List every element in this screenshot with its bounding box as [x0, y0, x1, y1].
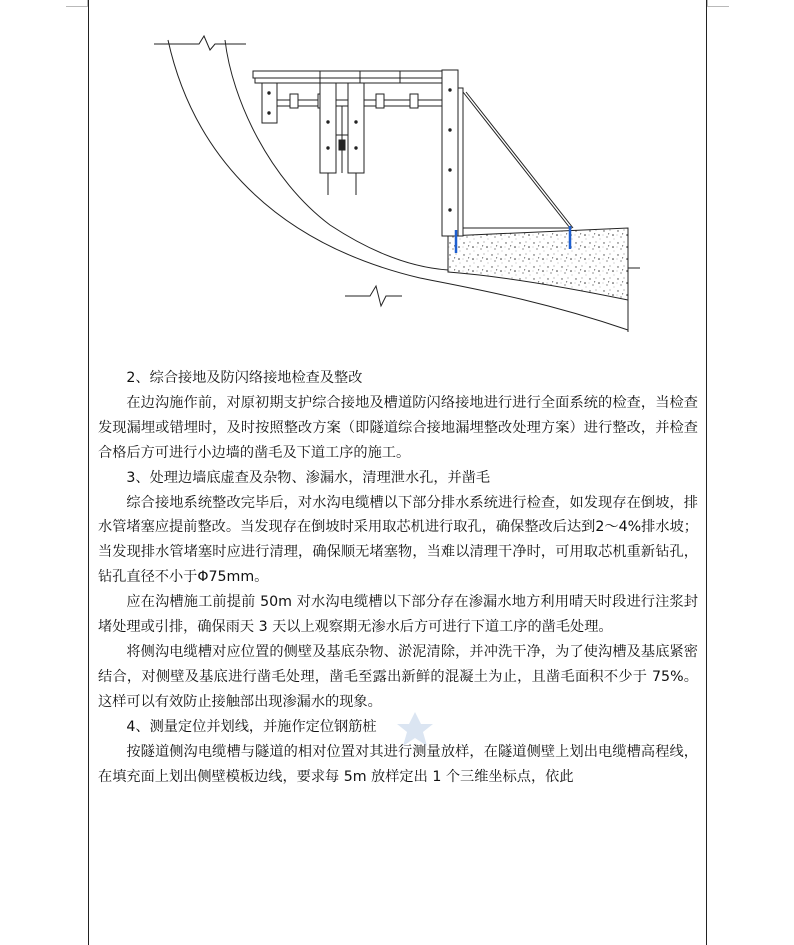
- break-line-bottom: [345, 286, 402, 306]
- watermark-logo-icon: [395, 710, 435, 750]
- diagonal-brace: [463, 92, 573, 228]
- paragraph: 按隧道侧沟电缆槽与隧道的相对位置对其进行测量放样，在隧道侧壁上划出电缆槽高程线，在填充面上划出侧壁模板边线，要求每 5m 放样定出 1 个三维坐标点，依此: [98, 743, 698, 785]
- section-heading-4: 4、测量定位并划线，并施作定位钢筋桩: [126, 718, 377, 735]
- paragraph: 应在沟槽施工前提前 50m 对水沟电缆槽以下部分存在渗漏水地方利用晴天时段进行注浆封堵处理或引排，确保雨天 3 天以上观察期无渗水后方可进行下道工序的凿毛处理。: [98, 594, 698, 636]
- paragraph: 综合接地系统整改完毕后，对水沟电缆槽以下部分排水系统进行检查，如发现存在倒坡，排水管堵塞应提前整改。当发现存在倒坡时采用取芯机进行取孔，确保整改后达到2～4%排水坡；当发现排水管堵塞时应进行清理，确保顺无堵塞物，当难以清理干净时，可用取芯机重新钻孔，钻孔直径不小于Φ75mm。: [98, 494, 698, 586]
- paragraph: 将侧沟电缆槽对应位置的侧壁及基底杂物、淤泥清除，并冲洗干净，为了使沟槽及基底紧密结合，对侧壁及基底进行凿毛处理，凿毛至露出新鲜的混凝土为止，且凿毛面积不少于 75%。这样可以有效防止接触部出现渗漏水的现象。: [98, 643, 698, 710]
- right-formwork: [442, 70, 463, 236]
- crop-mark-left-horizontal: [66, 6, 88, 7]
- section-heading-2: 2、综合接地及防闪络接地检查及整改: [126, 370, 363, 386]
- paragraph: 在边沟施作前，对原初期支护综合接地及槽道防闪络接地进行进行全面系统的检查，当检查发现漏埋或错埋时，及时按照整改方案（即隧道综合接地漏埋整改处理方案）进行整改，并检查合格后方可进行小边墙的凿毛及下道工序的施工。: [98, 394, 698, 461]
- formwork-section-drawing: [89, 0, 706, 350]
- left-formwork: [262, 83, 277, 123]
- crop-mark-right-horizontal: [707, 6, 729, 7]
- top-beam: [253, 71, 458, 83]
- break-line-top: [154, 36, 246, 50]
- section-heading-3: 3、处理边墙底虚查及杂物、渗漏水，清理泄水孔，并凿毛: [126, 469, 491, 486]
